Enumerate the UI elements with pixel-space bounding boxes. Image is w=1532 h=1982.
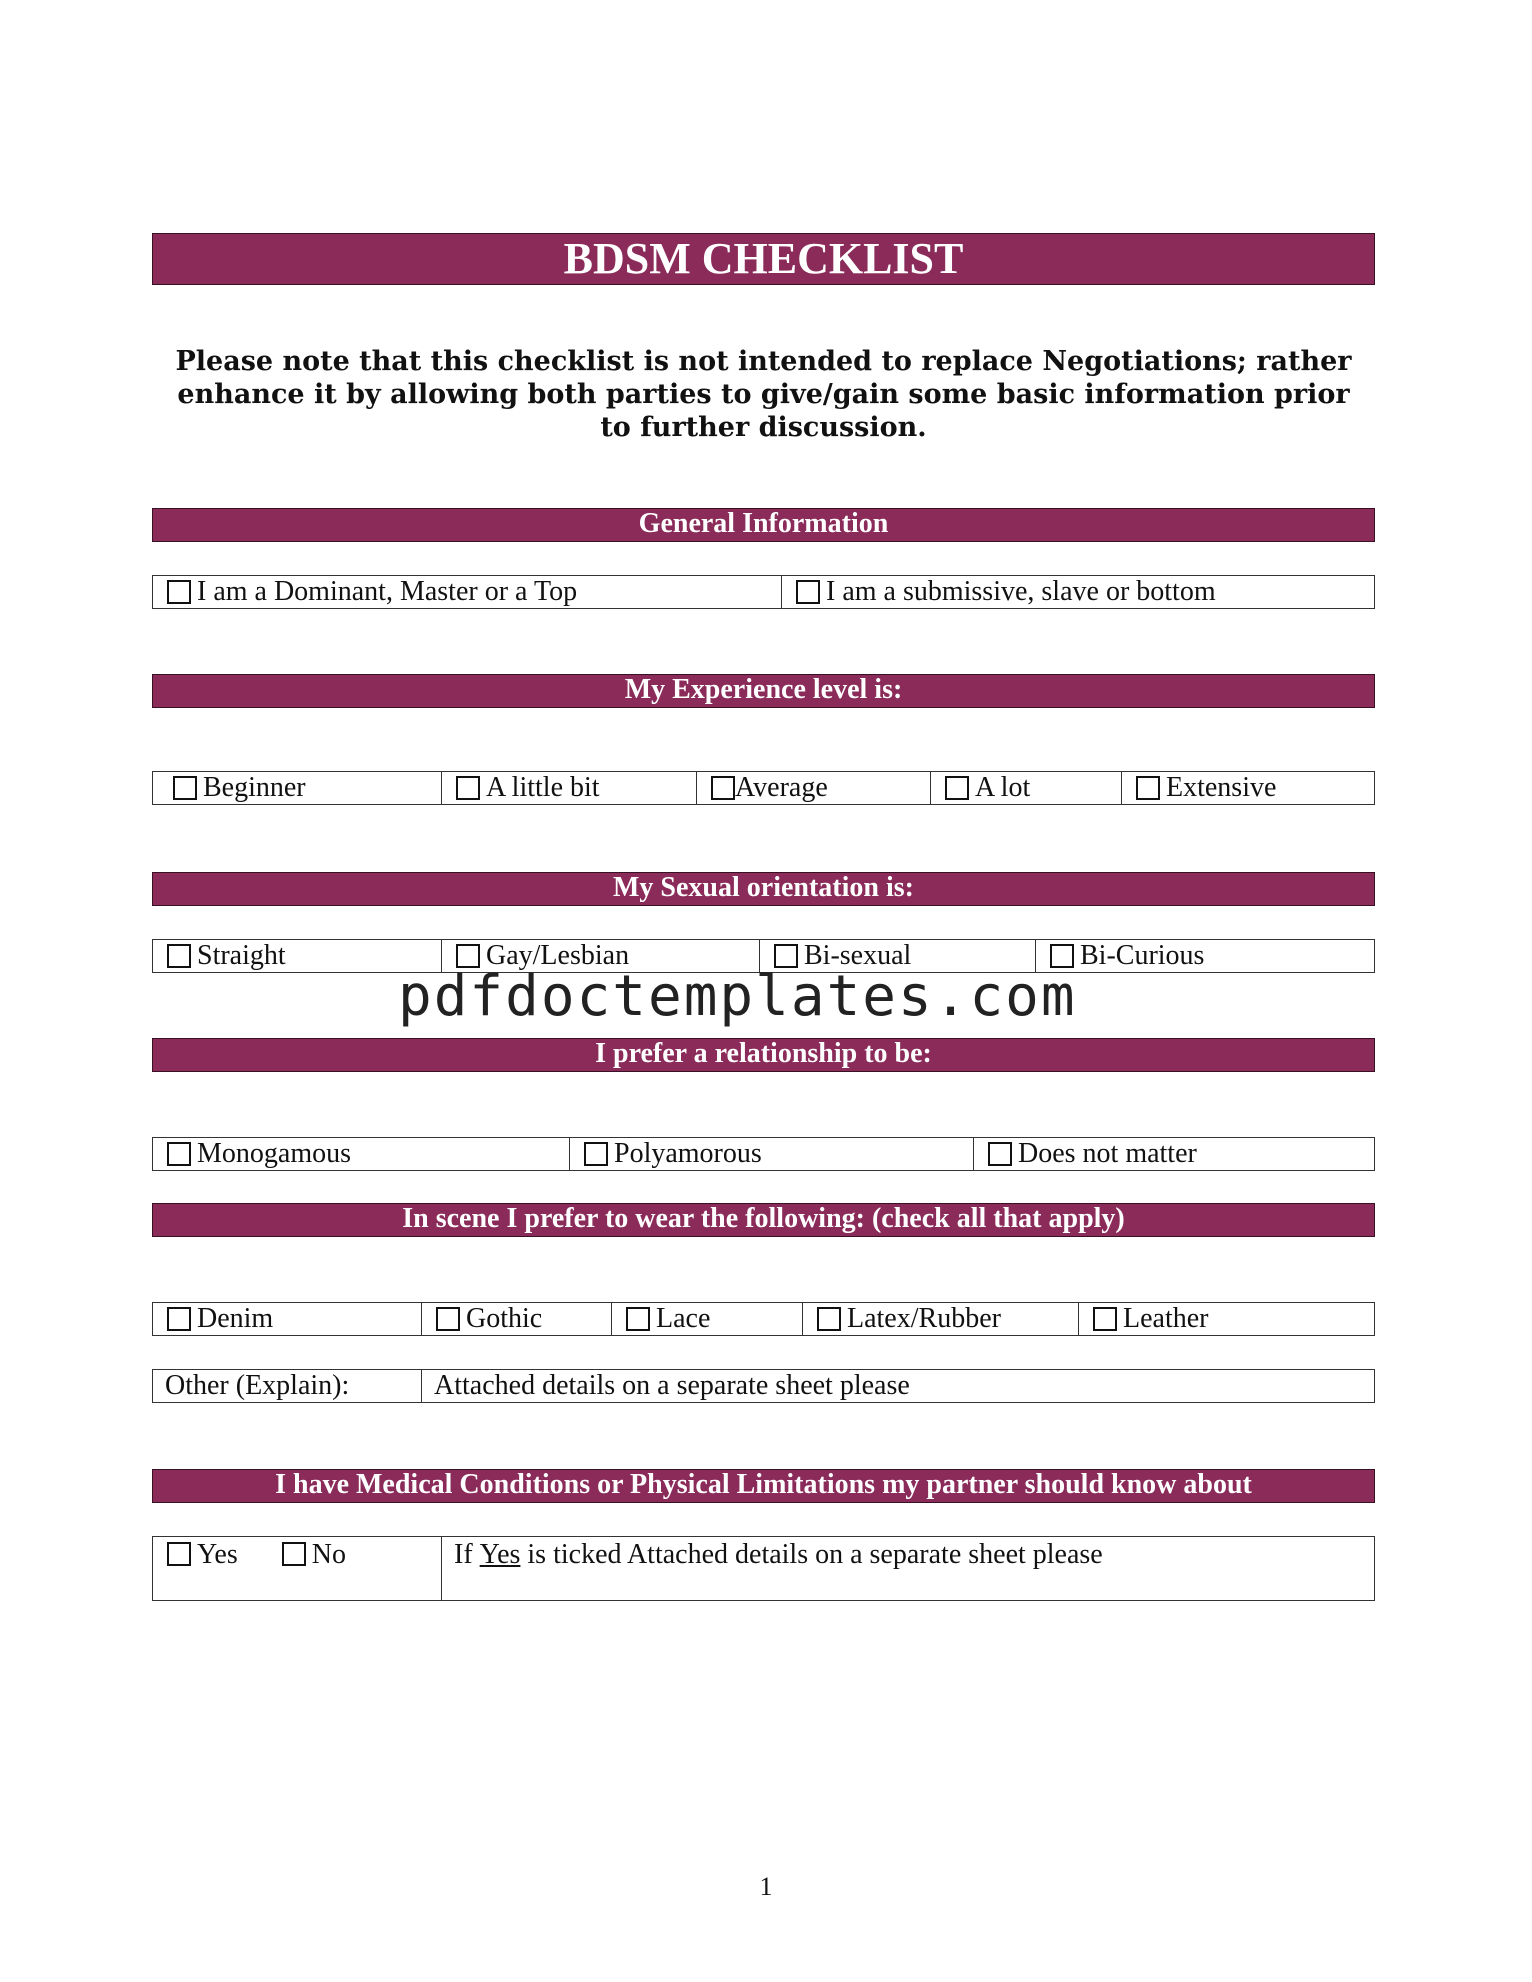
checkbox[interactable] <box>167 580 191 604</box>
checkbox[interactable] <box>626 1307 650 1331</box>
option-label: Beginner <box>203 772 306 803</box>
note-prefix: If <box>454 1539 473 1570</box>
option-lace[interactable] <box>611 1303 802 1335</box>
option-label: Lace <box>656 1303 711 1334</box>
option-label: A lot <box>975 772 1031 803</box>
relationship-heading: I prefer a relationship to be: <box>152 1038 1375 1072</box>
other-value-field[interactable]: Attached details on a separate sheet please <box>421 1370 1374 1402</box>
option-label: Bi-sexual <box>804 940 912 971</box>
option-label: Does not matter <box>1018 1138 1197 1169</box>
checkbox-no[interactable] <box>282 1542 306 1566</box>
option-label: Polyamorous <box>614 1138 762 1169</box>
note-suffix: is ticked Attached details on a separate sheet please <box>527 1539 1103 1570</box>
option-monogamous[interactable] <box>153 1138 569 1170</box>
option-label: Gay/Lesbian <box>486 940 630 971</box>
option-a-lot[interactable] <box>930 772 1121 804</box>
medical-row <box>152 1536 1375 1601</box>
experience-heading: My Experience level is: <box>152 674 1375 708</box>
checkbox[interactable] <box>988 1142 1012 1166</box>
checkbox[interactable] <box>945 776 969 800</box>
orientation-heading: My Sexual orientation is: <box>152 872 1375 906</box>
option-leather[interactable] <box>1078 1303 1374 1335</box>
option-a-little-bit[interactable] <box>441 772 696 804</box>
checkbox[interactable] <box>796 580 820 604</box>
checkbox-yes[interactable] <box>167 1542 191 1566</box>
checkbox[interactable] <box>436 1307 460 1331</box>
wear-other-row <box>152 1369 1375 1403</box>
checkbox[interactable] <box>167 944 191 968</box>
option-submissive[interactable] <box>781 576 1374 608</box>
option-polyamorous[interactable] <box>569 1138 973 1170</box>
option-label: Leather <box>1123 1303 1209 1334</box>
option-label: Bi-Curious <box>1080 940 1205 971</box>
other-label: Other (Explain): <box>165 1370 350 1401</box>
checkbox[interactable] <box>167 1307 191 1331</box>
option-label: Average <box>735 772 828 803</box>
checkbox[interactable] <box>711 776 735 800</box>
option-gothic[interactable] <box>421 1303 611 1335</box>
relationship-row <box>152 1137 1375 1171</box>
option-label: I am a submissive, slave or bottom <box>826 576 1216 607</box>
checkbox[interactable] <box>584 1142 608 1166</box>
option-average[interactable] <box>696 772 930 804</box>
experience-row <box>152 771 1375 805</box>
option-label: Denim <box>197 1303 274 1334</box>
checkbox[interactable] <box>167 1142 191 1166</box>
wear-row <box>152 1302 1375 1336</box>
option-label: I am a Dominant, Master or a Top <box>197 576 578 607</box>
no-label: No <box>311 1539 346 1570</box>
option-label: Latex/Rubber <box>847 1303 1001 1334</box>
document-title: BDSM CHECKLIST <box>152 233 1375 285</box>
option-label: Monogamous <box>197 1138 351 1169</box>
option-bi-curious[interactable] <box>1035 940 1374 972</box>
checkbox[interactable] <box>173 776 197 800</box>
option-latex-rubber[interactable] <box>802 1303 1078 1335</box>
medical-yes-no <box>153 1537 441 1600</box>
option-beginner[interactable] <box>153 772 441 804</box>
option-does-not-matter[interactable] <box>973 1138 1374 1170</box>
page-number: 1 <box>759 1872 773 1901</box>
option-label: Extensive <box>1166 772 1277 803</box>
general-heading: General Information <box>152 508 1375 542</box>
option-label: Gothic <box>466 1303 543 1334</box>
checkbox[interactable] <box>817 1307 841 1331</box>
watermark: pdfdoctemplates.com <box>398 964 1077 1029</box>
general-row <box>152 575 1375 609</box>
option-extensive[interactable] <box>1121 772 1374 804</box>
option-dominant[interactable] <box>153 576 781 608</box>
checkbox[interactable] <box>456 776 480 800</box>
medical-heading: I have Medical Conditions or Physical Limitations my partner should know about <box>152 1469 1375 1503</box>
option-label: A little bit <box>486 772 600 803</box>
yes-label: Yes <box>197 1539 238 1570</box>
option-label: Straight <box>197 940 286 971</box>
checkbox[interactable] <box>1093 1307 1117 1331</box>
wear-heading: In scene I prefer to wear the following: (check all that apply) <box>152 1203 1375 1237</box>
option-denim[interactable] <box>153 1303 421 1335</box>
checkbox[interactable] <box>1136 776 1160 800</box>
intro-note: Please note that this checklist is not intended to replace Negotiations; rather enhance it by allowing both parties to give/gain some basic information prior to further discussion. <box>175 346 1352 443</box>
note-yes: Yes <box>479 1539 521 1570</box>
medical-note <box>441 1537 1374 1600</box>
